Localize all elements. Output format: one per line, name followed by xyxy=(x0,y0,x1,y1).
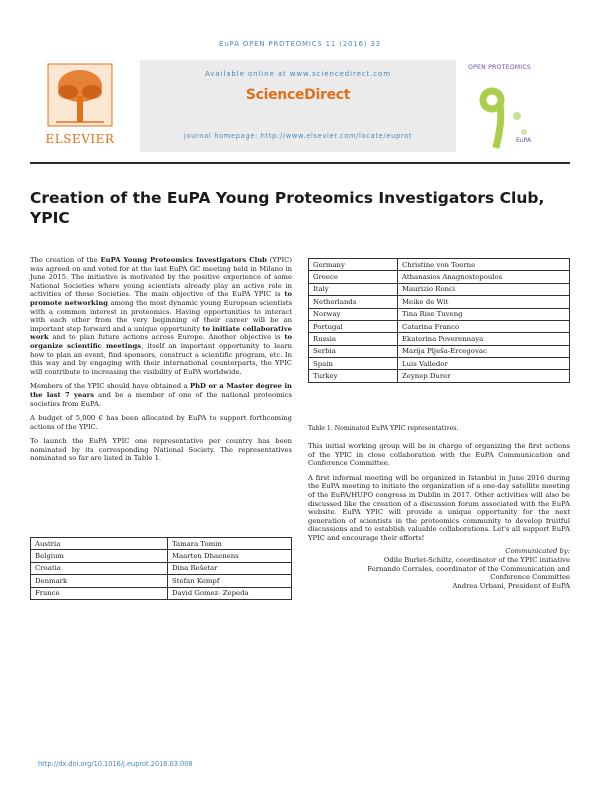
sciencedirect-logo: ScienceDirect xyxy=(245,87,351,103)
communicator-line: Fernando Corrales, coordinator of the Communication and xyxy=(367,564,570,573)
elsevier-tree-icon xyxy=(46,62,114,128)
table-row: Portugal Catarina Franco xyxy=(309,320,570,332)
table-row: Serbia Marija Plješa-Ercegovac xyxy=(309,345,570,357)
table-caption: Table 1. Nominated EuPA YPIC representatives. xyxy=(308,425,459,432)
paragraph-working-group: This initial working group will be in charge of organizing the first actions of the YPIC in close collaboration with the EuPA Communication and Conference Committee. xyxy=(308,442,570,468)
paragraph-membership: Members of the YPIC should have obtained a PhD or a Master degree in the last 7 years and be a member of one of the national proteomics societies from EuPA. xyxy=(30,382,292,408)
elsevier-logo xyxy=(32,62,128,148)
table-row: Greece Athanasios Anagnostopoulos xyxy=(309,271,570,283)
representatives-table-part1 xyxy=(30,537,292,600)
communicated-label: Communicated by: xyxy=(505,547,570,555)
communicator-line: Odile Burlet-Schiltz, coordinator of the YPIC initiative xyxy=(383,555,570,564)
journal-citation-line: EuPA OPEN PROTEOMICS 11 (2016) 33 xyxy=(219,40,381,48)
table-row: Germany Christine von Toerne xyxy=(309,259,570,271)
table-row: Belgium Maarten Dhaenens xyxy=(31,550,292,562)
table-row: Spain Luis Valledor xyxy=(309,358,570,370)
representatives-table-part2 xyxy=(308,258,570,383)
communicator-line: Andrea Urbani, President of EuPA xyxy=(452,582,570,591)
communicator-line: Conference Committee xyxy=(490,573,570,582)
table-row: Russia Ekaterina Poverennaya xyxy=(309,333,570,345)
right-column xyxy=(308,442,570,549)
journal-masthead xyxy=(140,60,456,152)
paragraph-launch: To launch the EuPA YPIC one representative per country has been nominated by its corresponding National Society. The representatives nominated so far are listed in Table 1. xyxy=(30,437,292,463)
table-row: Croatia Dina Rešetar xyxy=(31,562,292,574)
elsevier-wordmark: ELSEVIER xyxy=(45,132,115,146)
table-row: Turkey Zeynep Durer xyxy=(309,370,570,382)
journal-homepage-text: journal homepage: http://www.elsevier.com/locate/euprot xyxy=(183,132,413,140)
article-title: Creation of the EuPA Young Proteomics Investigators Club, YPIC xyxy=(30,189,545,227)
table-row: Denmark Stefan Kempf xyxy=(31,575,292,587)
header-rule xyxy=(30,162,570,164)
doi-link[interactable]: http://dx.doi.org/10.1016/j.euprot.2016.03.008 xyxy=(38,760,193,768)
journal-cover-thumbnail xyxy=(462,58,542,154)
paragraph-intro: The creation of the EuPA Young Proteomics Investigators Club (YPIC) was agreed on and voted for at the last EuPA GC meeting held in Milano in June 2015. The initiative is motivated by the positive experience of some National Societies where young scientists already play an active role in activities of these Societies. The main objective of the EuPA YPIC is to promote networking among the most dynamic young European scientists with a common interest in proteomics. Having opportunities to interact with each other from the very beginning of their career will be an important step forward and a unique opportunity to initiate collaborative work and to plan future actions across Europe. Another objective is to organize scientific meetings, itself an important opportunity to learn how to plan an event, find sponsors, construct a scientific program, etc. In this way and by engaging with their international counterparts, the YPIC will contribute to increasing the visibility of EuPA worldwide. xyxy=(30,256,292,376)
table-row: Norway Tina Rise Tuveng xyxy=(309,308,570,320)
table-row: France David Gomez- Zepeda xyxy=(31,587,292,599)
svg-text:EuPA: EuPA xyxy=(516,137,531,144)
cover-title: OPEN PROTEOMICS xyxy=(468,64,531,71)
table-row: Austria Tamara Tomin xyxy=(31,538,292,550)
cover-graphic-icon xyxy=(462,58,542,154)
paragraph-meeting: A first informal meeting will be organized in Istanbul in June 2016 during the EuPA meeting to initiate the organization of a one-day satellite meeting of the EuPA/HUPO congress in Dublin in 2017. Other activities will also be discussed like the creation of a discussion forum associated with the EuPA website. EuPA YPIC will provide a unique opportunity for the next generation of scientists in the proteomics community to develop fruitful discussions and to establish valuable collaborations. Let's all support EuPA YPIC and encourage their efforts! xyxy=(308,473,570,542)
available-online-text: Available online at www.sciencedirect.com xyxy=(205,70,391,78)
table-row: Italy Maurizio Ronci xyxy=(309,283,570,295)
table-row: Netherlands Meike de Wit xyxy=(309,296,570,308)
communicated-by-block xyxy=(308,547,570,591)
left-column xyxy=(30,256,292,469)
paragraph-budget: A budget of 5,000 € has been allocated by EuPA to support forthcoming actions of the YPIC. xyxy=(30,414,292,431)
